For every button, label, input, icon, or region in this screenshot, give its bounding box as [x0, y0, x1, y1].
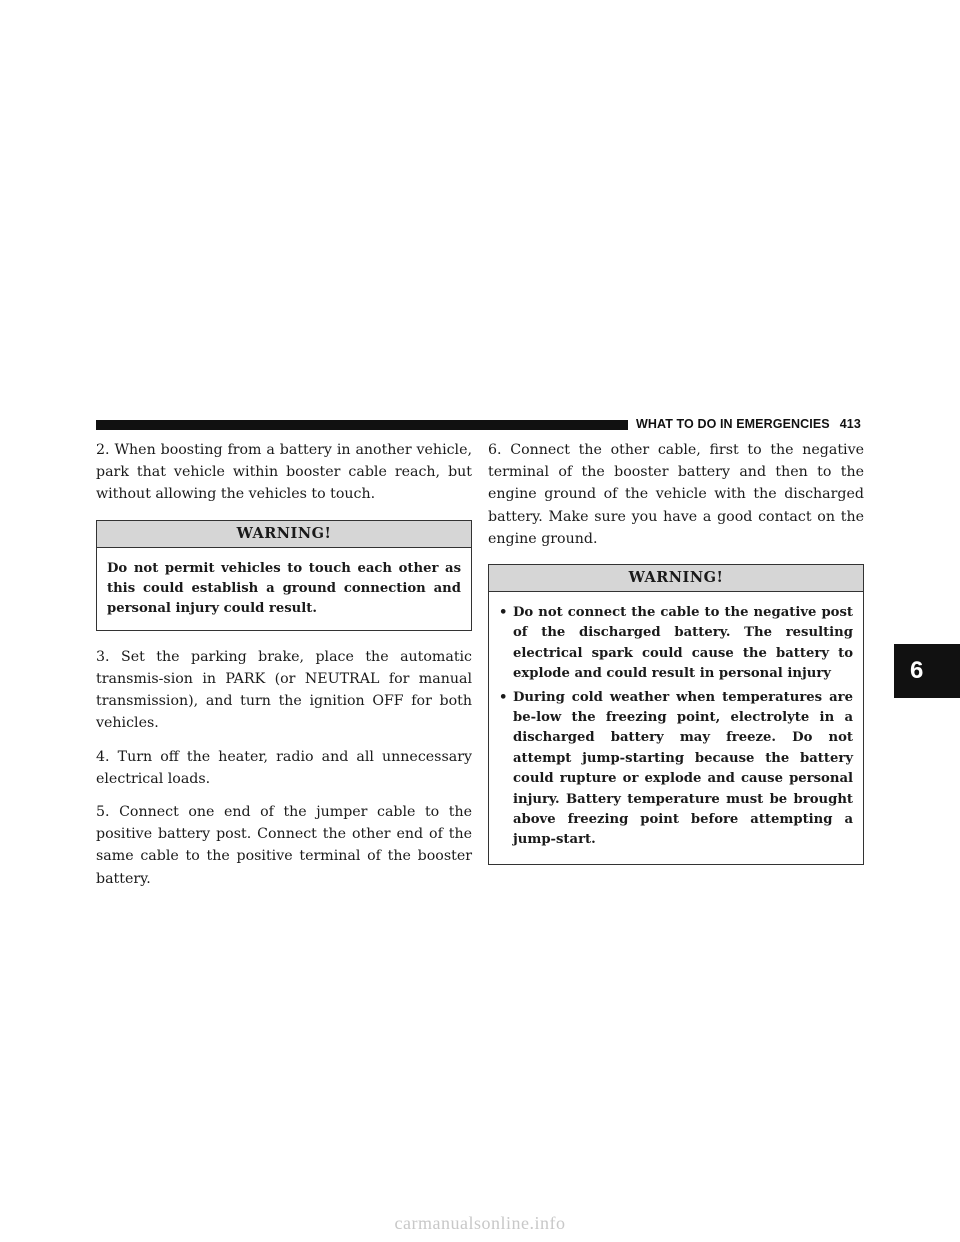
- warning-title: WARNING!: [97, 521, 471, 548]
- running-header: [636, 417, 866, 431]
- warning-box-2: [488, 564, 864, 865]
- bullet-icon: •: [499, 689, 508, 705]
- step-2-paragraph: 2. When boosting from a battery in another vehicle, park that vehicle within booster cable reach, but without allowing the vehicles to touch.: [96, 442, 472, 503]
- step-6-paragraph: 6. Connect the other cable, first to the negative terminal of the booster battery and then to the engine ground of the vehicle with the discharged battery. Make sure you have a good contact on the engine ground.: [488, 442, 864, 547]
- warning-body: Do not permit vehicles to touch each other as this could establish a ground connection and personal injury could result.: [107, 560, 461, 617]
- warning-bullet: [499, 688, 853, 851]
- bullet-text: Do not connect the cable to the negative post of the discharged battery. The resulting electrical spark could cause the battery to explode and could result in personal injury: [513, 605, 853, 682]
- warning-box-1: [96, 520, 472, 631]
- section-title: WHAT TO DO IN EMERGENCIES: [636, 417, 830, 431]
- watermark: carmanualsonline.info: [394, 1213, 566, 1233]
- bullet-text: During cold weather when temperatures are be-low the freezing point, electrolyte in a discharged battery may freeze. Do not attempt jump-starting because the battery could rupture or explode and cause personal injury. Battery temperature must be brought above freezing point before attempting a jump-start.: [513, 689, 853, 848]
- right-column: [488, 439, 864, 880]
- step-3-paragraph: 3. Set the parking brake, place the automatic transmis-sion in PARK (or NEUTRAL for manual transmission), and turn the ignition OFF for both vehicles.: [96, 648, 472, 732]
- step-4-paragraph: 4. Turn off the heater, radio and all unnecessary electrical loads.: [96, 748, 472, 787]
- header-rule: [96, 420, 628, 430]
- left-column: [96, 439, 472, 901]
- bullet-icon: •: [499, 605, 508, 621]
- warning-bullet: [499, 603, 853, 685]
- page-number: 413: [839, 417, 861, 431]
- step-5-paragraph: 5. Connect one end of the jumper cable to the positive battery post. Connect the other end of the same cable to the positive terminal of the booster battery.: [96, 804, 472, 887]
- chapter-tab: 6: [894, 644, 960, 698]
- warning-body: [489, 592, 863, 864]
- warning-title: WARNING!: [489, 565, 863, 592]
